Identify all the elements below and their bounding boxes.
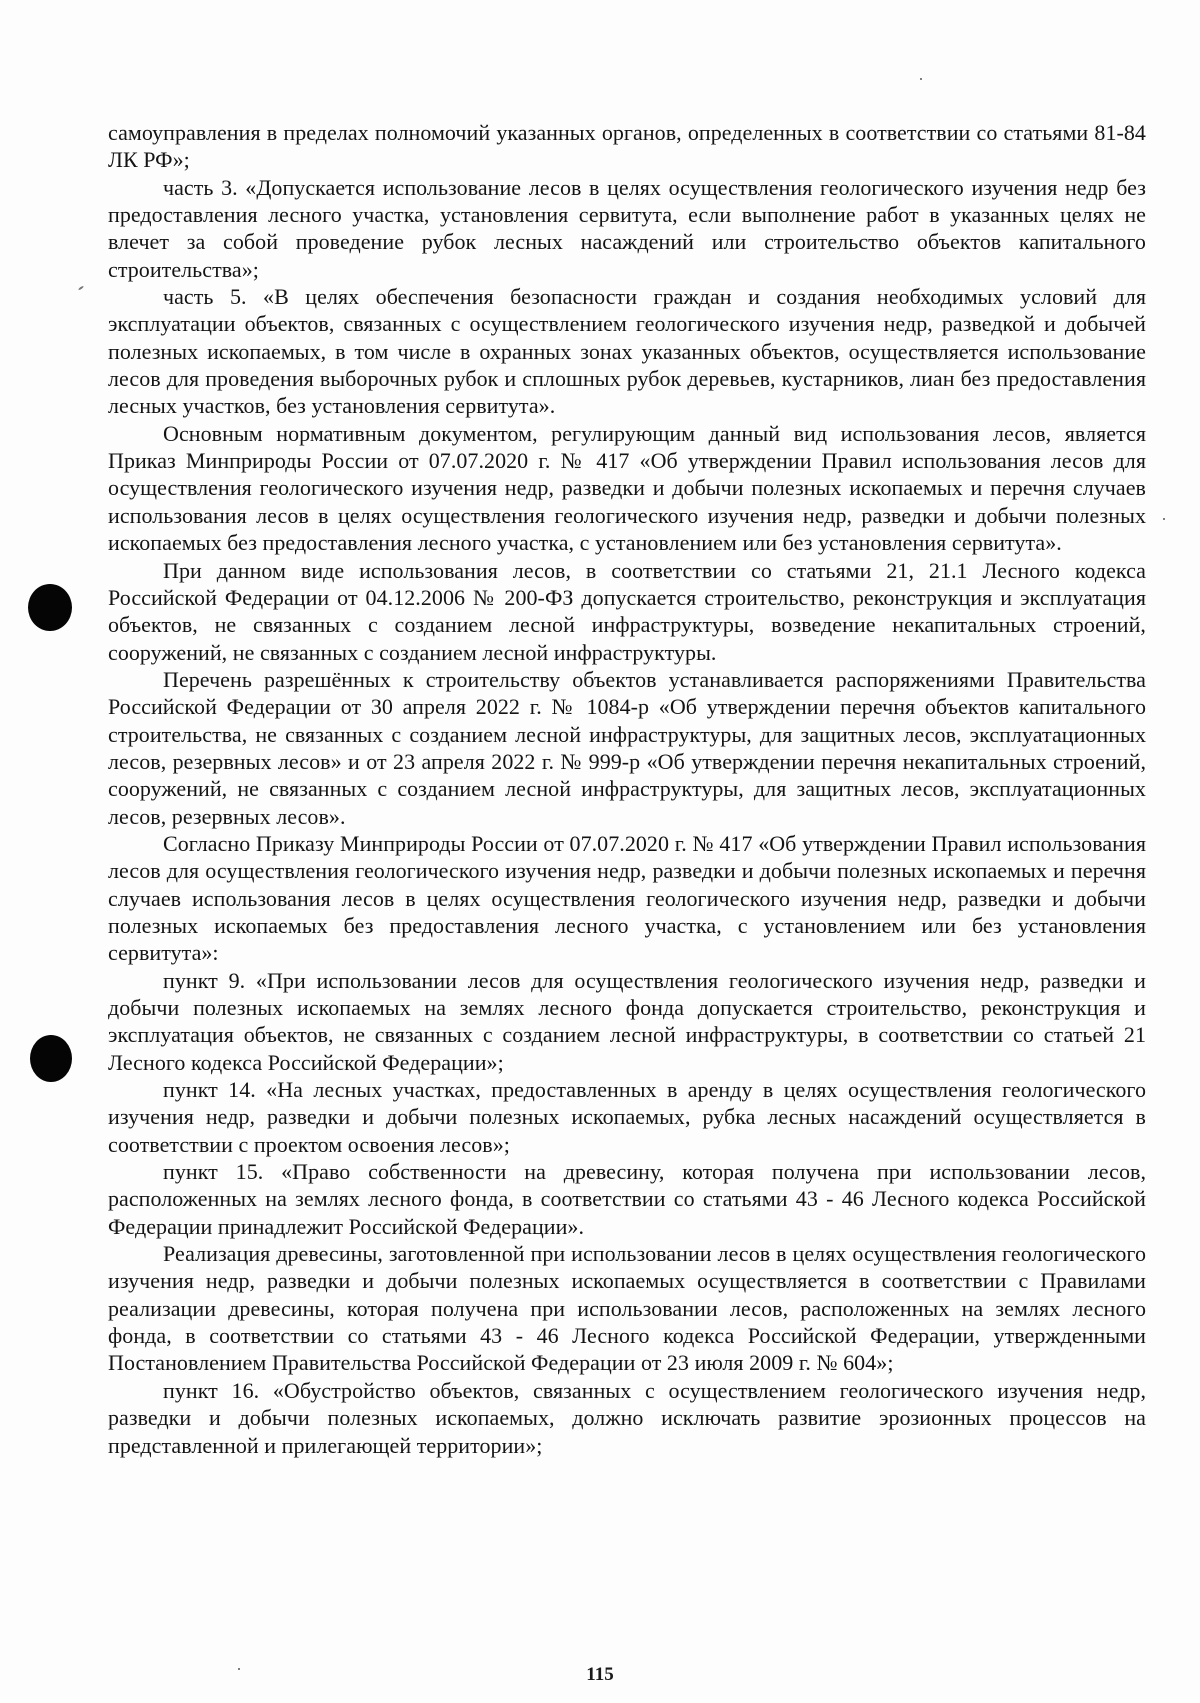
punch-hole-top (28, 584, 72, 631)
paragraph-item-15: пункт 15. «Право собственности на древесину, которая получена при использовании лесов, расположенных на землях лесного фонда, в соответствии со статьями 43 - 46 Лесного кодекса Российской Федерации принадлежит Российской Федерации». (108, 1159, 1146, 1239)
paragraph-objects-list: Перечень разрешённых к строительству объектов устанавливается распоряжениями Правительства Российской Федерации от 30 апреля 2022 г. № 1084-р «Об утверждении перечня объектов капитального строительства, не связанных с созданием лесной инфраструктуры, для защитных лесов, эксплуатационных лесов, резервных лесов» и от 23 апреля 2022 г. № 999-р «Об утверждении перечня некапитальных строений, сооружений, не связанных с созданием лесной инфраструктуры, для защитных лесов, эксплуатационных лесов, резервных лесов». (108, 666, 1146, 829)
paragraph-continuation: самоуправления в пределах полномочий указанных органов, определенных в соответствии со статьями 81-84 ЛК РФ»; (108, 120, 1146, 173)
paragraph-part-3: часть 3. «Допускается использование лесов в целях осуществления геологического изучения недр без предоставления лесного участка, установления сервитута, если выполнение работ в указанных целях не влечет за собой проведение рубок лесных насаждений или строительство объектов капитального строительства»; (108, 174, 1146, 282)
paragraph-timber-sale: Реализация древесины, заготовленной при использовании лесов в целях осуществления геологического изучения недр, разведки и добычи полезных ископаемых осуществляется в соответствии с Правилами реализации древесины, которая получена при использовании лесов, расположенных на землях лесного фонда, в соответствии со статьями 43 - 46 Лесного кодекса Российской Федерации, утвержденными Постановлением Правительства Российской Федерации от 23 июля 2009 г. № 604»; (108, 1241, 1146, 1376)
paragraph-order-417: Согласно Приказу Минприроды России от 07.07.2020 г. № 417 «Об утверждении Правил использования лесов для осуществления геологического изучения недр, разведки и добычи полезных ископаемых и перечня случаев использования лесов в целях осуществления геологического изучения недр, разведки и добычи полезных ископаемых без предоставления лесного участка, с установлением или без установления сервитута»: (108, 830, 1146, 966)
scan-speck (78, 285, 84, 290)
scan-speck (920, 78, 922, 80)
scan-speck (1163, 518, 1165, 520)
paragraph-permitted-construction: При данном виде использования лесов, в соответствии со статьями 21, 21.1 Лесного кодекса Российской Федерации от 04.12.2006 № 200-ФЗ допускается строительство, реконструкция и эксплуатация объектов, не связанных с созданием лесной инфраструктуры, возведение некапитальных строений, сооружений, не связанных с созданием лесной инфраструктуры. (108, 557, 1146, 665)
paragraph-part-5: часть 5. «В целях обеспечения безопасности граждан и создания необходимых условий для эксплуатации объектов, связанных с осуществлением геологического изучения недр, разведкой и добычей полезных ископаемых, в том числе в охранных зонах указанных объектов, осуществляется использование лесов для проведения выборочных рубок и сплошных рубок деревьев, кустарников, лиан без предоставления лесных участков, без установления сервитута». (108, 284, 1146, 419)
page-number: 115 (586, 1664, 614, 1685)
paragraph-item-9: пункт 9. «При использовании лесов для осуществления геологического изучения недр, разведки и добычи полезных ископаемых на землях лесного фонда допускается строительство, реконструкция и эксплуатация объектов, не связанных с созданием лесной инфраструктуры, в соответствии со статьей 21 Лесного кодекса Российской Федерации»; (108, 967, 1146, 1075)
paragraph-main-regulation: Основным нормативным документом, регулирующим данный вид использования лесов, является Приказ Минприроды России от 07.07.2020 г. № 417 «Об утверждении Правил использования лесов для осуществления геологического изучения недр, разведки и добычи полезных ископаемых и перечня случаев использования лесов в целях осуществления геологического изучения недр, разведки и добычи полезных ископаемых без предоставления лесного участка, с установлением или без установления сервитута». (108, 420, 1146, 556)
paragraph-item-16: пункт 16. «Обустройство объектов, связанных с осуществлением геологического изучения недр, разведки и добычи полезных ископаемых, должно исключать развитие эрозионных процессов на представленной и прилегающей территории»; (108, 1377, 1146, 1458)
document-body (108, 119, 1146, 1459)
paragraph-item-14: пункт 14. «На лесных участках, предоставленных в аренду в целях осуществления геологического изучения недр, разведки и добычи полезных ископаемых, рубка лесных насаждений осуществляется в соответствии с проектом освоения лесов»; (108, 1077, 1146, 1157)
punch-hole-bottom (30, 1035, 72, 1082)
